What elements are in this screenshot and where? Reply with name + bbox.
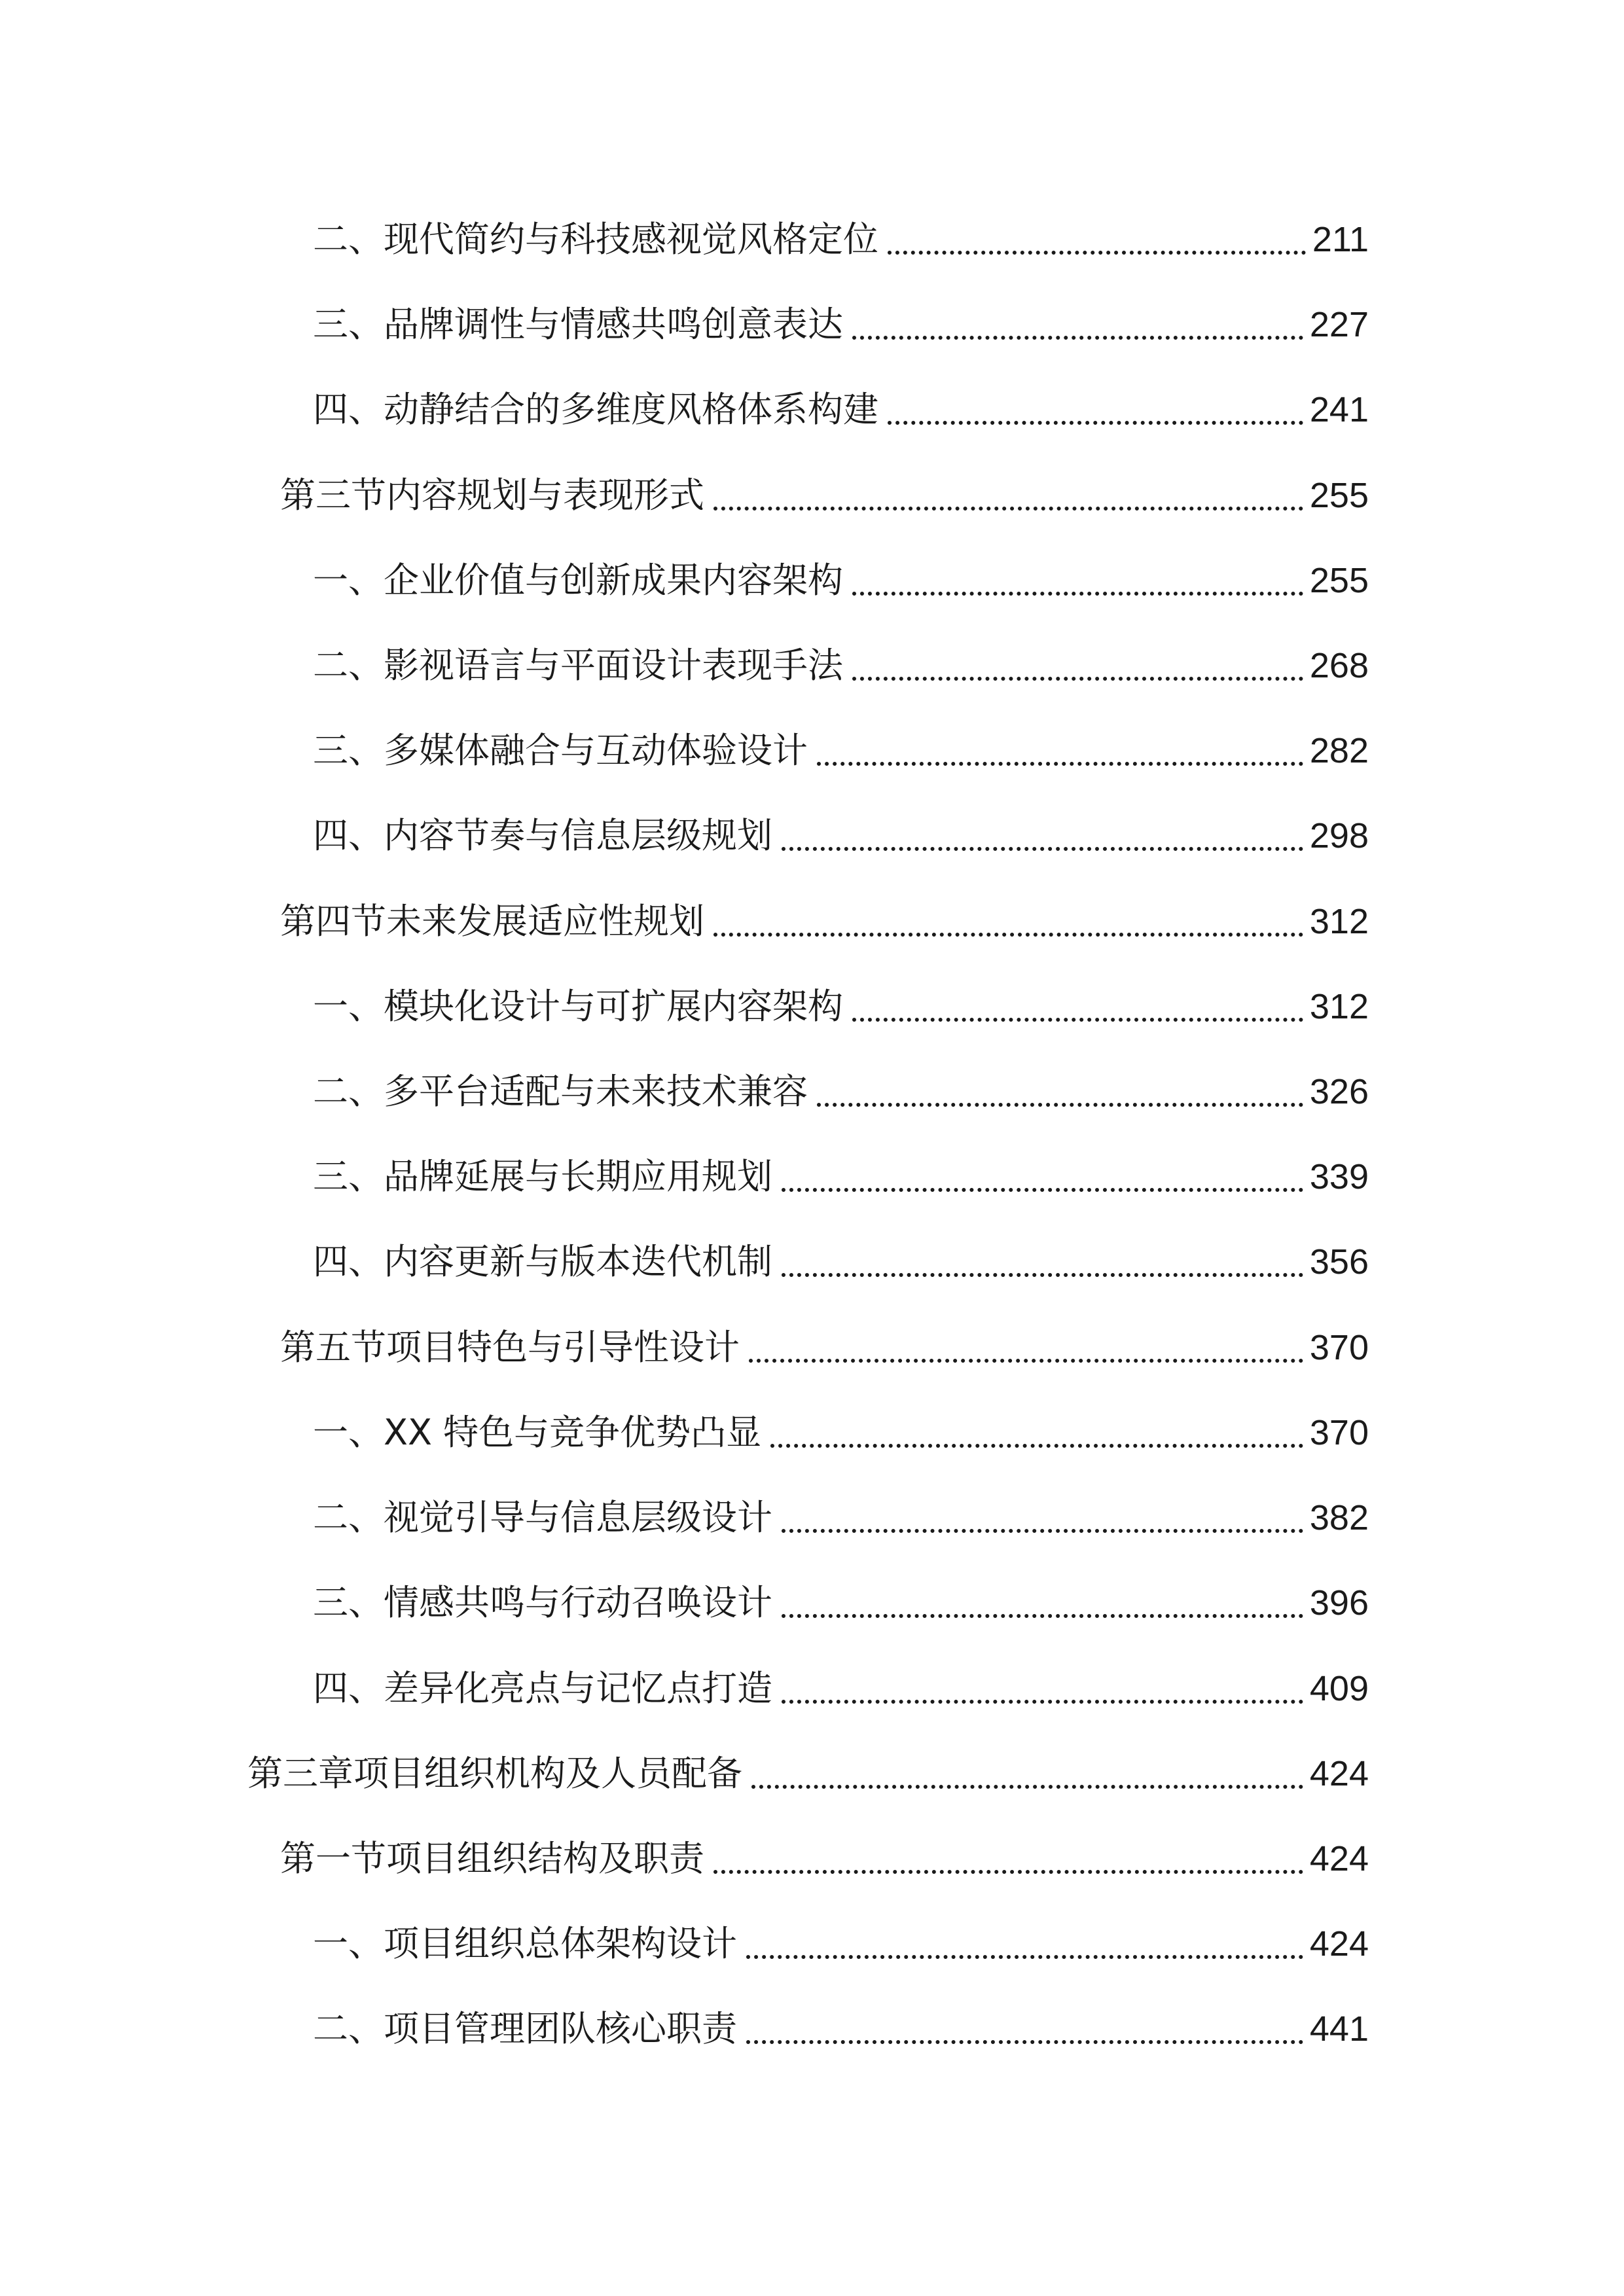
toc-entry[interactable] bbox=[313, 1232, 1369, 1291]
toc-entry[interactable] bbox=[313, 551, 1369, 610]
dot-leader bbox=[817, 762, 1303, 766]
toc-entry[interactable] bbox=[280, 1318, 1369, 1377]
dot-leader bbox=[770, 1444, 1303, 1448]
toc-entry-page: 441 bbox=[1309, 2009, 1369, 2049]
dot-leader bbox=[888, 421, 1303, 425]
toc-entry-title: 第四节未来发展适应性规划 bbox=[280, 901, 704, 942]
toc-entry-page: 370 bbox=[1309, 1413, 1369, 1452]
toc-entry-title: 第一节项目组织结构及职责 bbox=[280, 1838, 704, 1879]
toc-entry-page: 255 bbox=[1309, 476, 1369, 515]
dot-leader bbox=[852, 336, 1303, 340]
toc-entry-page: 382 bbox=[1309, 1498, 1369, 1537]
toc-entry-page: 298 bbox=[1309, 816, 1369, 855]
dot-leader bbox=[817, 1103, 1303, 1107]
toc-entry-title: 四、内容节奏与信息层级规划 bbox=[313, 815, 772, 856]
dot-leader bbox=[888, 251, 1306, 255]
toc-entry[interactable] bbox=[313, 1488, 1369, 1547]
toc-entry[interactable] bbox=[313, 2000, 1369, 2058]
toc-entry[interactable] bbox=[280, 1829, 1369, 1888]
dot-leader bbox=[713, 933, 1303, 937]
dot-leader bbox=[782, 1614, 1303, 1618]
dot-leader bbox=[749, 1359, 1303, 1363]
toc-entry-title: 第三节内容规划与表现形式 bbox=[280, 475, 704, 516]
dot-leader bbox=[852, 1018, 1303, 1022]
dot-leader bbox=[746, 1955, 1303, 1959]
toc-entry-title: 一、企业价值与创新成果内容架构 bbox=[313, 560, 843, 601]
toc-entry-title: 第五节项目特色与引导性设计 bbox=[280, 1327, 740, 1368]
toc-entry-title: 二、项目管理团队核心职责 bbox=[313, 2008, 737, 2049]
toc-entry-title: 一、模块化设计与可扩展内容架构 bbox=[313, 986, 843, 1027]
toc-entry-title: 三、品牌调性与情感共鸣创意表达 bbox=[313, 304, 843, 345]
toc-entry-title: 二、影视语言与平面设计表现手法 bbox=[313, 645, 843, 686]
toc-entry-title: 三、情感共鸣与行动召唤设计 bbox=[313, 1582, 772, 1623]
toc-entry-title: 三、品牌延展与长期应用规划 bbox=[313, 1156, 772, 1197]
dot-leader bbox=[751, 1785, 1303, 1789]
toc-entry[interactable] bbox=[313, 1573, 1369, 1632]
toc-entry-title: 二、视觉引导与信息层级设计 bbox=[313, 1497, 772, 1538]
dot-leader bbox=[746, 2040, 1303, 2044]
toc-entry-page: 370 bbox=[1309, 1328, 1369, 1367]
toc-entry[interactable] bbox=[313, 295, 1369, 354]
toc-entry[interactable] bbox=[313, 636, 1369, 695]
toc-entry-title: 四、差异化亮点与记忆点打造 bbox=[313, 1668, 772, 1709]
dot-leader bbox=[782, 1273, 1303, 1277]
toc-entry-page: 326 bbox=[1309, 1072, 1369, 1111]
toc-entry[interactable] bbox=[313, 380, 1369, 439]
toc-entry[interactable] bbox=[313, 1403, 1369, 1462]
toc-entry-title: 四、动静结合的多维度风格体系构建 bbox=[313, 389, 878, 430]
toc-entry-title: 二、多平台适配与未来技术兼容 bbox=[313, 1071, 808, 1112]
toc-entry[interactable] bbox=[313, 1914, 1369, 1973]
toc-entry[interactable] bbox=[280, 466, 1369, 525]
toc-entry-page: 409 bbox=[1309, 1669, 1369, 1708]
dot-leader bbox=[782, 1188, 1303, 1192]
toc-entry-title: 四、内容更新与版本迭代机制 bbox=[313, 1241, 772, 1282]
toc-entry-page: 424 bbox=[1309, 1839, 1369, 1878]
toc-entry-page: 424 bbox=[1309, 1924, 1369, 1964]
toc-entry-page: 282 bbox=[1309, 731, 1369, 770]
toc-entry[interactable] bbox=[313, 210, 1369, 269]
toc-entry-title: 第三章项目组织机构及人员配备 bbox=[247, 1753, 742, 1794]
toc-entry[interactable] bbox=[313, 806, 1369, 865]
dot-leader bbox=[852, 592, 1303, 596]
dot-leader bbox=[782, 1700, 1303, 1704]
toc-entry-title: 三、多媒体融合与互动体验设计 bbox=[313, 730, 808, 771]
toc-entry[interactable] bbox=[247, 1744, 1369, 1803]
toc-entry-title: 一、XX 特色与竞争优势凸显 bbox=[313, 1412, 762, 1453]
toc-entry-page: 356 bbox=[1309, 1242, 1369, 1282]
toc-entry-page: 396 bbox=[1309, 1583, 1369, 1623]
toc-entry-page: 211 bbox=[1312, 220, 1369, 259]
toc-entry-page: 241 bbox=[1309, 390, 1369, 429]
toc-entry-title: 一、项目组织总体架构设计 bbox=[313, 1923, 737, 1964]
toc-entry[interactable] bbox=[313, 1659, 1369, 1718]
dot-leader bbox=[852, 677, 1303, 681]
toc-entry[interactable] bbox=[313, 721, 1369, 780]
dot-leader bbox=[782, 847, 1303, 851]
toc-entry-title: 二、现代简约与科技感视觉风格定位 bbox=[313, 219, 878, 260]
toc-entry[interactable] bbox=[313, 1147, 1369, 1206]
toc-entry-page: 312 bbox=[1309, 987, 1369, 1026]
toc-entry-page: 268 bbox=[1309, 646, 1369, 685]
toc-entry-page: 339 bbox=[1309, 1157, 1369, 1196]
toc-entry[interactable] bbox=[280, 892, 1369, 951]
toc-entry[interactable] bbox=[313, 977, 1369, 1036]
toc-entry-page: 227 bbox=[1309, 305, 1369, 344]
dot-leader bbox=[713, 1870, 1303, 1874]
dot-leader bbox=[782, 1529, 1303, 1533]
toc-entry-page: 424 bbox=[1309, 1754, 1369, 1793]
dot-leader bbox=[713, 507, 1303, 511]
toc-entry-page: 312 bbox=[1309, 902, 1369, 941]
toc-entry[interactable] bbox=[313, 1062, 1369, 1121]
toc-entry-page: 255 bbox=[1309, 561, 1369, 600]
